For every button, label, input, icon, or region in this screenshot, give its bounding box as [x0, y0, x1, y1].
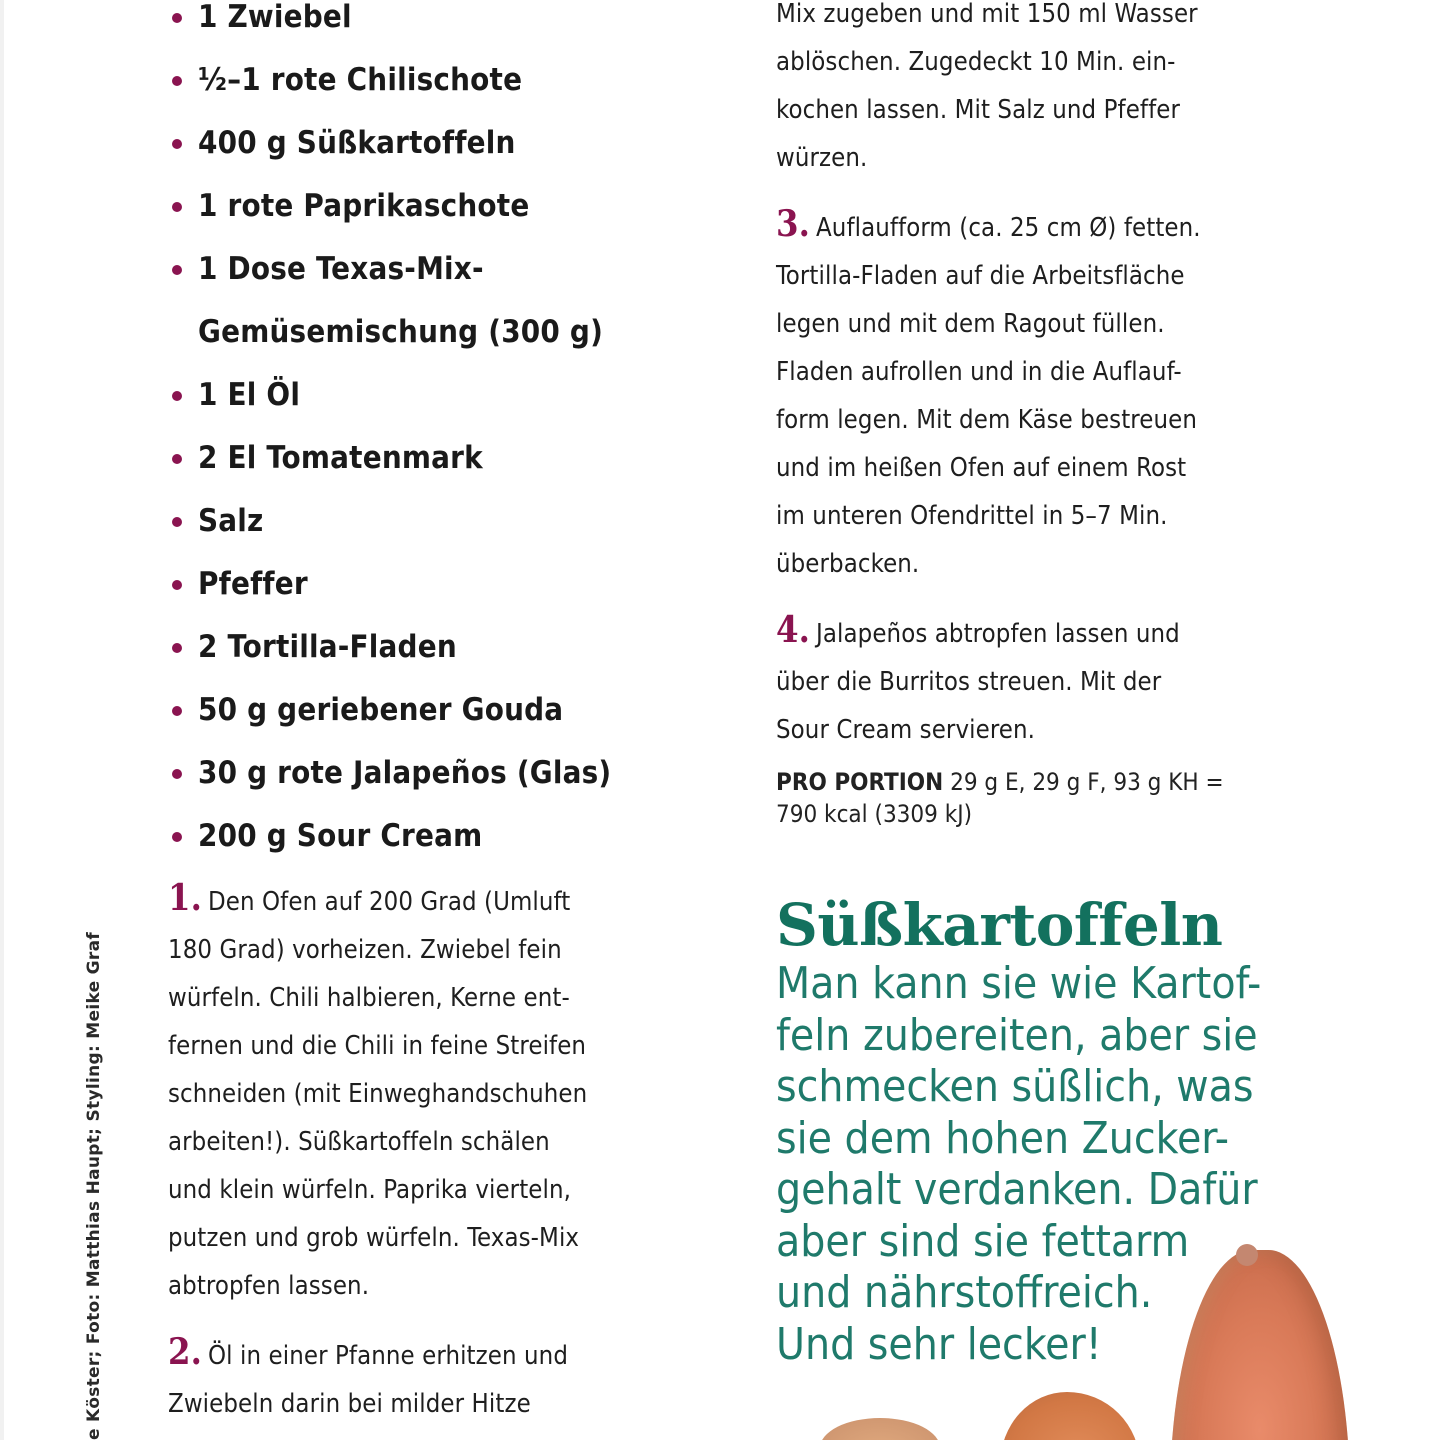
ingredient-item: 1 Dose Texas-Mix- [168, 238, 728, 301]
ingredient-item: 200 g Sour Cream [168, 805, 728, 868]
bullet-icon [172, 706, 182, 716]
bullet-icon [172, 13, 182, 23]
sweet-potato-tip [1236, 1244, 1258, 1266]
bullet-icon [172, 517, 182, 527]
bullet-icon [172, 76, 182, 86]
ingredient-item-continuation: Gemüsemischung (300 g) [198, 314, 604, 350]
step-2: 2. Öl in einer Pfanne erhitzen und Zwiebeln darin bei milder Hitze [168, 1331, 568, 1419]
photo-credit-text: e Köster; Foto: Matthias Haupt; Styling: Meike Graf [84, 931, 104, 1440]
step-3: 3. Auflaufform (ca. 25 cm Ø) fetten. Tortilla-Fladen auf die Arbeitsfläche legen und mit dem Ragout füllen. Fladen aufrollen und in die Auflauf- form legen. Mit dem Käse bestreuen und im heißen Ofen auf einem Rost im unteren Ofendrittel in 5–7 Min. überbacken. [776, 203, 1201, 579]
ingredient-item: 1 Zwiebel [168, 0, 728, 49]
nutrition-info: PRO PORTION 29 g E, 29 g F, 93 g KH = 790 kcal (3309 kJ) [776, 768, 1224, 828]
bullet-icon [172, 139, 182, 149]
bullet-icon [172, 454, 182, 464]
step-number: 3. [776, 203, 811, 245]
bullet-icon [172, 832, 182, 842]
right-column [776, 0, 1336, 830]
ingredient-item: 2 El Tomatenmark [168, 427, 728, 490]
ingredient-item: 2 Tortilla-Fladen [168, 616, 728, 679]
ingredient-item: ½–1 rote Chilischote [168, 49, 728, 112]
left-column [168, 0, 728, 1440]
info-text: Man kann sie wie Kartof- feln zubereiten, aber sie schmecken süßlich, was sie dem hohen Zucker- gehalt verdanken. Dafür aber sind sie fettarm und nährstoffreich. Und sehr lecker! [776, 958, 1262, 1370]
nutrition-label: PRO PORTION [776, 768, 944, 796]
sweet-potato-image [820, 1418, 940, 1440]
bullet-icon [172, 202, 182, 212]
info-title: Süßkartoffeln [776, 891, 1223, 959]
page-edge-shadow [0, 0, 4, 1440]
ingredient-item: Pfeffer [168, 553, 728, 616]
ingredient-item: 1 El Öl [168, 364, 728, 427]
step-2-continued: Mix zugeben und mit 150 ml Wasser ablöschen. Zugedeckt 10 Min. ein- kochen lassen. Mit Salz und Pfeffer würzen. [776, 0, 1198, 173]
steps-left [168, 874, 728, 1428]
bullet-icon [172, 769, 182, 779]
ingredient-item: 1 rote Paprikaschote [168, 175, 728, 238]
step-4: 4. Jalapeños abtropfen lassen und über die Burritos streuen. Mit der Sour Cream servieren. [776, 609, 1180, 745]
step-number: 4. [776, 609, 811, 651]
bullet-icon [172, 391, 182, 401]
ingredient-list [168, 0, 728, 868]
ingredient-item: 400 g Süßkartoffeln [168, 112, 728, 175]
sweet-potato-image [1000, 1392, 1140, 1440]
ingredient-item: Salz [168, 490, 728, 553]
step-number: 1. [168, 877, 203, 919]
step-1: 1. Den Ofen auf 200 Grad (Umluft 180 Grad) vorheizen. Zwiebel fein würfeln. Chili halbieren, Kerne ent- fernen und die Chili in feine Streifen schneiden (mit Einweghandschuhen arbeiten!). Süßkartoffeln schälen und klein würfeln. Paprika vierteln, putzen und grob würfeln. Texas-Mix abtropfen lassen. [168, 877, 588, 1301]
ingredient-item: 50 g geriebener Gouda [168, 679, 728, 742]
bullet-icon [172, 580, 182, 590]
bullet-icon [172, 643, 182, 653]
bullet-icon [172, 265, 182, 275]
step-number: 2. [168, 1331, 203, 1373]
ingredient-item: 30 g rote Jalapeños (Glas) [168, 742, 728, 805]
photo-credit [84, 932, 104, 1440]
